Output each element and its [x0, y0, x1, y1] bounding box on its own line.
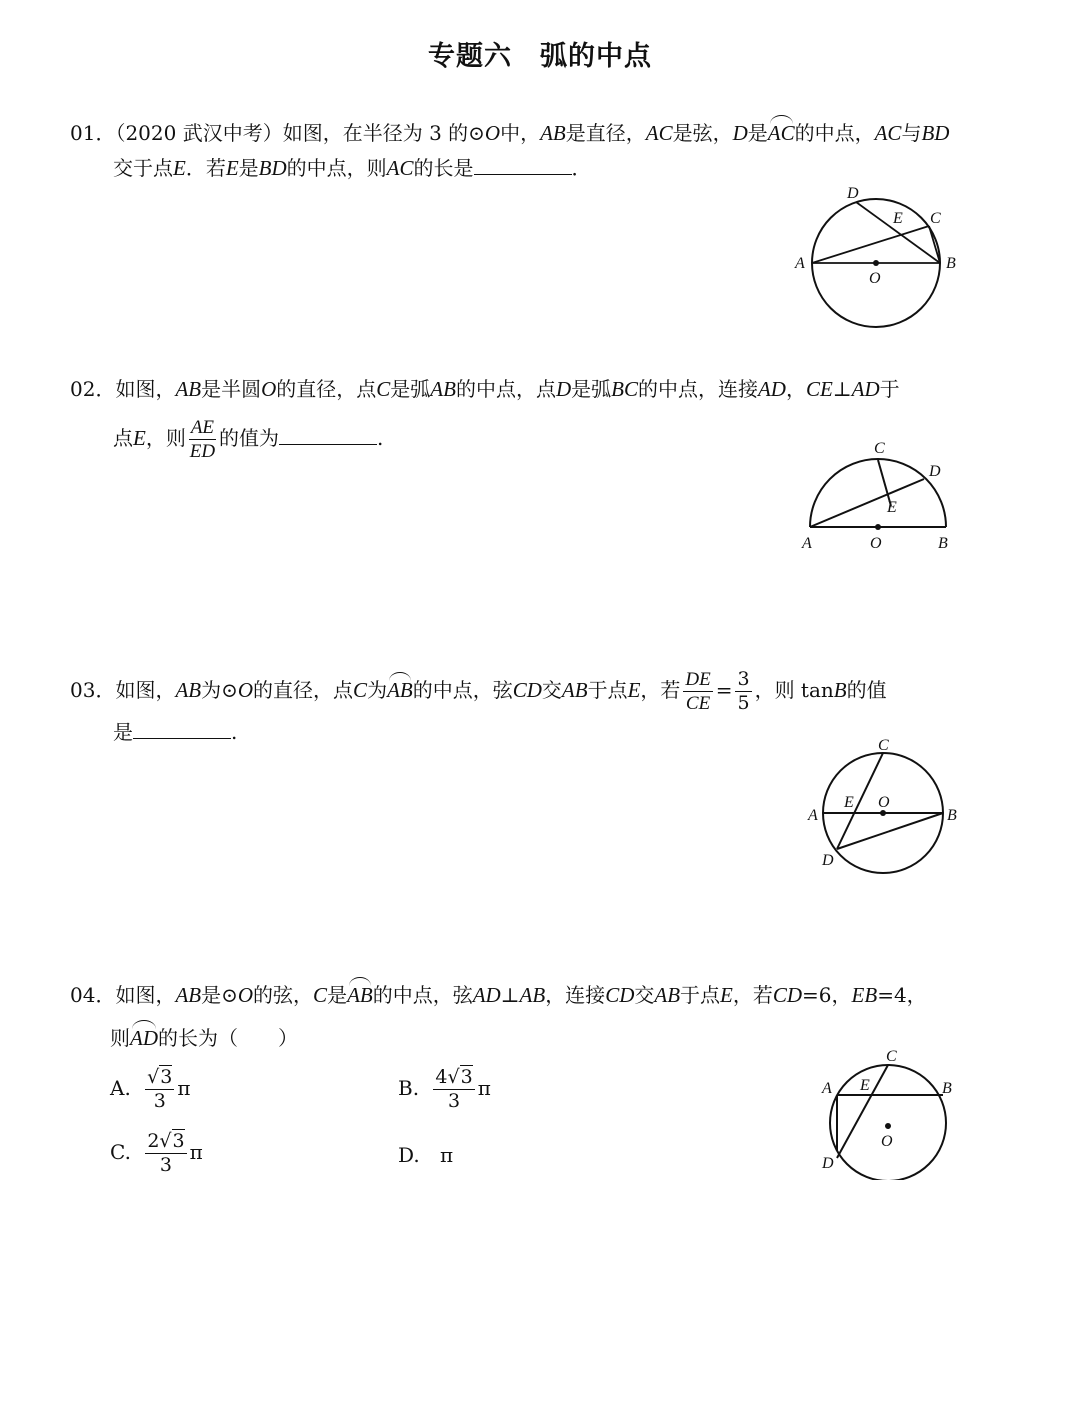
q3-text: 于点: [587, 678, 628, 702]
q2-var: AB: [430, 377, 456, 401]
q2-label-a: A: [802, 535, 812, 552]
q4-text: 的中点，弦: [372, 983, 473, 1007]
q2-label-o: O: [870, 535, 882, 552]
q3-text: ，若: [640, 678, 681, 702]
q2-var: C: [376, 377, 391, 401]
option-letter: C.: [110, 1140, 131, 1164]
option-pi: π: [440, 1143, 454, 1167]
option-letter: B.: [398, 1076, 420, 1100]
option-den: 3: [159, 1154, 172, 1176]
option-c[interactable]: [110, 1130, 203, 1177]
q2-label-b: B: [938, 535, 948, 552]
q3-arc-ab: AB: [387, 675, 413, 705]
option-b[interactable]: [398, 1066, 491, 1113]
q4-figure: [810, 1040, 980, 1180]
q4-arc-ab: AB: [347, 980, 373, 1010]
option-letter: A.: [110, 1076, 131, 1100]
q4-label-c: C: [886, 1048, 897, 1065]
q3-text: 交: [541, 678, 562, 702]
q4-number: 04．: [70, 983, 116, 1007]
q2-var: O: [261, 377, 277, 401]
q1-figure: [780, 180, 960, 335]
q1-var: AC: [874, 121, 902, 145]
q1-arc-ac: AC: [768, 118, 795, 148]
q2-number: 02．: [70, 377, 116, 401]
q4-var: E: [720, 983, 733, 1007]
option-den: 3: [153, 1090, 166, 1112]
q1-text: 如图，在半径为 3 的⊙: [282, 121, 485, 145]
q3-label-o: O: [878, 794, 890, 811]
q3-text: .: [231, 720, 238, 744]
option-d[interactable]: [398, 1143, 453, 1167]
q4-var: AB: [654, 983, 681, 1007]
q2-var: CE: [805, 377, 833, 401]
q3-label-a: A: [808, 807, 818, 824]
q2-answer-blank[interactable]: [279, 426, 377, 445]
q3-var: C: [353, 678, 368, 702]
q4-text: 的弦，: [253, 983, 314, 1007]
q1-answer-blank[interactable]: [474, 156, 572, 175]
option-coef: 2: [147, 1130, 160, 1152]
q3-frac-den: CE: [685, 693, 711, 714]
q2-text: 的中点，连接: [637, 377, 758, 401]
q4-label-d: D: [822, 1155, 834, 1172]
q3-frac-num: DE: [685, 669, 711, 690]
q1-source: （2020 武汉中考）: [115, 121, 283, 145]
q1-number: 01．: [70, 121, 116, 145]
q4-answer-paren: 的长为（ ）: [158, 1026, 298, 1050]
q3-label-b: B: [947, 807, 957, 824]
q3-var: O: [237, 678, 254, 702]
q1-var: E: [225, 156, 239, 180]
q2-fraction: [189, 416, 216, 463]
q2-text: 于: [879, 377, 900, 401]
q1-text: 是直径，: [565, 121, 646, 145]
q3-text: 为⊙: [201, 678, 238, 702]
q3-answer-blank[interactable]: [133, 720, 231, 739]
q1-var: AC: [645, 121, 673, 145]
q1-var: BD: [921, 121, 950, 145]
q4-label-a: A: [822, 1080, 832, 1097]
q1-line2: [113, 153, 592, 183]
q1-label-b: B: [946, 255, 956, 272]
q3-var: B: [833, 678, 847, 702]
q2-frac-den: ED: [189, 441, 216, 462]
q3-frac-den: 5: [737, 692, 750, 714]
q4-text: 则: [110, 1026, 130, 1050]
q3-text: =: [715, 678, 733, 702]
q1-var: E: [173, 156, 186, 180]
q4-var: EB: [851, 983, 878, 1007]
q3-text: 是: [113, 720, 133, 744]
q1-line1: [70, 118, 949, 148]
q3-fraction-3-5: [735, 668, 751, 715]
q4-var: AD: [472, 983, 501, 1007]
q3-text: ，则 tan: [754, 678, 834, 702]
q1-text: 是: [238, 156, 259, 180]
option-radicand: 3: [160, 1066, 173, 1088]
q4-text: 于点: [680, 983, 721, 1007]
q2-label-c: C: [874, 440, 885, 457]
q3-label-d: D: [822, 852, 834, 869]
option-b-fraction: $\frac{4√3}{3}$: [435, 1066, 473, 1112]
q3-label-c: C: [878, 737, 889, 754]
q2-label-e: E: [887, 499, 897, 516]
q2-text: 的直径，点: [276, 377, 377, 401]
q4-var: CD: [605, 983, 635, 1007]
q2-text: 的值为: [219, 426, 280, 450]
q4-var: AB: [519, 983, 546, 1007]
q1-var: AB: [540, 121, 566, 145]
q4-label-o: O: [881, 1133, 893, 1150]
q2-text: .: [377, 426, 384, 450]
q1-text: 的中点，: [794, 121, 875, 145]
q1-var: O: [484, 121, 501, 145]
option-pi: π: [477, 1076, 491, 1100]
q2-var: AD: [757, 377, 786, 401]
q4-label-b: B: [942, 1080, 952, 1097]
q3-var: AB: [175, 678, 202, 702]
q3-figure: [800, 730, 970, 875]
q1-text: ．: [571, 156, 592, 180]
option-pi: π: [177, 1076, 191, 1100]
q3-var: AB: [561, 678, 588, 702]
q2-var: BC: [611, 377, 638, 401]
q2-var: AB: [175, 377, 202, 401]
option-coef: 4: [435, 1066, 448, 1088]
option-a[interactable]: [110, 1066, 191, 1113]
q3-frac-num: 3: [737, 668, 750, 690]
q1-var: D: [732, 121, 748, 145]
q2-figure: [790, 430, 970, 560]
q4-text: 如图，: [115, 983, 176, 1007]
option-radicand: 3: [172, 1130, 185, 1152]
q2-text: 是半圆: [201, 377, 262, 401]
q3-label-e: E: [844, 794, 854, 811]
q4-text: 交: [634, 983, 655, 1007]
q1-var: AC: [386, 156, 414, 180]
q1-text: 的长是: [413, 156, 474, 180]
q3-text: 的中点，弦: [412, 678, 513, 702]
q4-text: ，若: [732, 983, 773, 1007]
option-den: 3: [448, 1090, 461, 1112]
q3-line1: [70, 668, 887, 715]
page-title: 专题六 弧的中点: [428, 41, 652, 72]
option-c-fraction: $\frac{2√3}{3}$: [147, 1130, 185, 1176]
q3-text: 的值: [846, 678, 887, 702]
q4-text: ，连接: [545, 983, 606, 1007]
q4-line2: [110, 1023, 298, 1053]
q4-label-e: E: [860, 1077, 870, 1094]
q3-var: E: [627, 678, 641, 702]
q2-var: D: [555, 377, 572, 401]
q1-label-a: A: [795, 255, 805, 272]
q2-line2: [113, 416, 383, 463]
q3-var: CD: [512, 678, 542, 702]
q4-text: 是⊙: [201, 983, 238, 1007]
option-pi: π: [189, 1140, 203, 1164]
q2-text: 是弧: [571, 377, 612, 401]
q4-line1: [70, 980, 927, 1010]
q3-fraction-de-ce: [683, 668, 712, 715]
option-letter: D.: [398, 1143, 420, 1167]
q4-text: =6，: [802, 983, 852, 1007]
q2-text: 点: [113, 426, 133, 450]
q2-text: 是弧: [390, 377, 431, 401]
q1-text: 是: [747, 121, 768, 145]
q4-arc-ad: AD: [130, 1023, 158, 1053]
q4-var: O: [237, 983, 254, 1007]
q4-var: C: [313, 983, 328, 1007]
q2-text: ，则: [145, 426, 186, 450]
q1-text: 是弦，: [672, 121, 733, 145]
q4-var: AB: [175, 983, 202, 1007]
q2-text: ⊥: [832, 377, 852, 401]
q2-text: 的中点，点: [455, 377, 556, 401]
q3-text: 为: [367, 678, 388, 702]
q2-label-d: D: [929, 463, 941, 480]
q1-label-d: D: [847, 185, 859, 202]
q2-frac-num: AE: [190, 417, 215, 438]
q2-line1: [70, 374, 900, 404]
q3-text: 的直径，点: [253, 678, 354, 702]
q2-text: ，: [785, 377, 806, 401]
q1-label-o: O: [869, 270, 881, 287]
q1-text: ．若: [185, 156, 226, 180]
q4-text: ⊥: [500, 983, 520, 1007]
q3-text: 如图，: [115, 678, 176, 702]
q2-var: AD: [851, 377, 880, 401]
q1-var: BD: [258, 156, 287, 180]
q1-text: 中，: [500, 121, 541, 145]
q4-var: CD: [772, 983, 803, 1007]
q1-text: 的中点，则: [286, 156, 387, 180]
q1-label-e: E: [893, 210, 903, 227]
q3-line2: [113, 717, 237, 747]
option-a-fraction: $\frac{√3}{3}$: [147, 1066, 173, 1112]
q3-number: 03．: [70, 678, 116, 702]
q1-text: 交于点: [113, 156, 173, 180]
q2-var: E: [133, 426, 146, 450]
q2-text: 如图，: [115, 377, 176, 401]
option-radicand: 3: [460, 1066, 473, 1088]
q4-text: =4，: [877, 983, 927, 1007]
q1-label-c: C: [930, 210, 941, 227]
q4-text: 是: [327, 983, 348, 1007]
q1-text: 与: [901, 121, 922, 145]
